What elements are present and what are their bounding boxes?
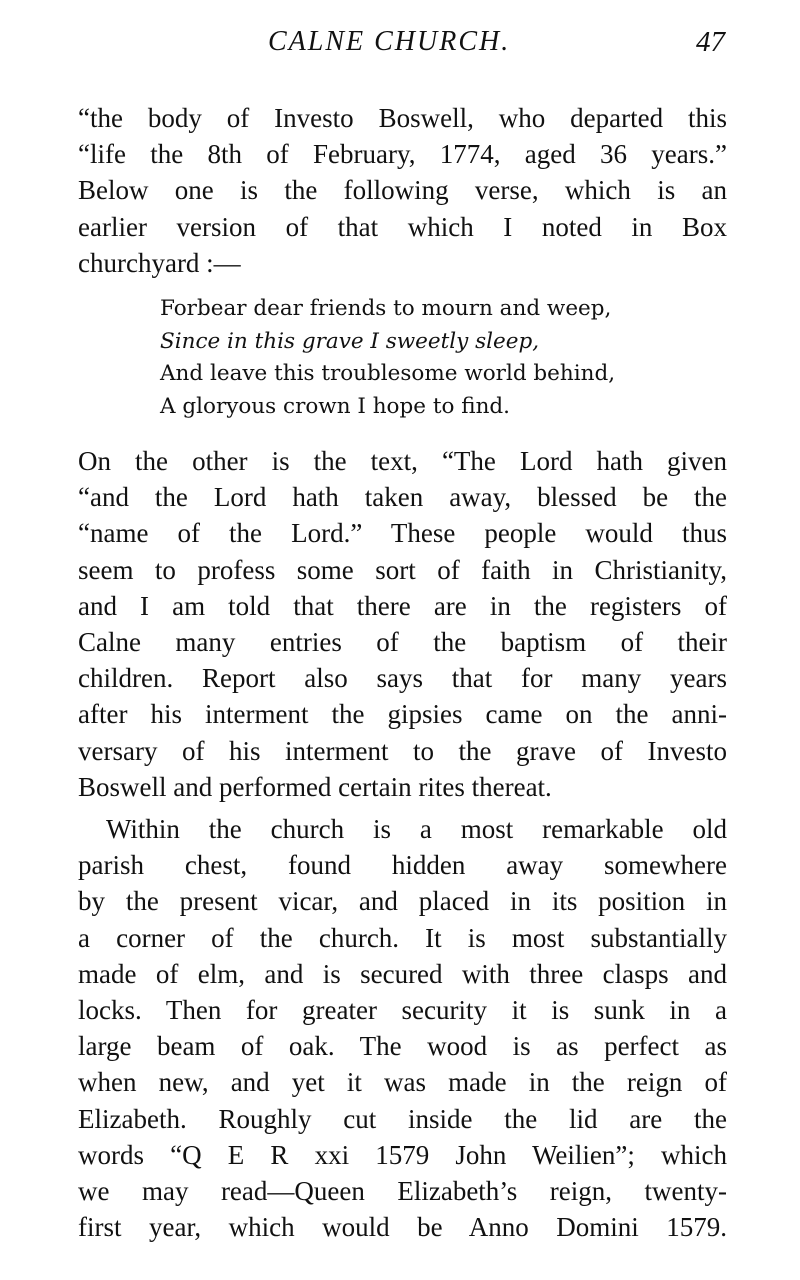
- text-line: Within the church is a most remarkable old: [106, 814, 727, 844]
- page-header: [0, 24, 800, 64]
- text-line: “and the Lord hath taken away, blessed be the: [78, 482, 727, 513]
- text-line: Elizabeth. Roughly cut inside the lid are the: [78, 1103, 727, 1134]
- text-line: “the body of Investo Boswell, who departed this: [78, 103, 727, 133]
- verse-line: Forbear dear friends to mourn and weep,: [160, 296, 612, 321]
- text-line: Calne many entries of the baptism of their: [78, 626, 727, 657]
- text-line: parish chest, found hidden away somewhere: [78, 850, 727, 881]
- text-line: Below one is the following verse, which is an: [78, 175, 727, 206]
- text-line: made of elm, and is secured with three clasps and: [78, 958, 727, 989]
- text-line: words “Q E R xxi 1579 John Weilien”; which: [78, 1139, 727, 1170]
- text-line: locks. Then for greater security it is sunk in a: [78, 994, 727, 1025]
- text-line: versary of his interment to the grave of Investo: [78, 735, 727, 766]
- verse-line: A gloryous crown I hope to find.: [160, 393, 511, 419]
- text-line: by the present vicar, and placed in its position in: [78, 886, 727, 917]
- paragraph-parish-chest: [78, 811, 727, 1245]
- text-line: first year, which would be Anno Domini 1579.: [78, 1212, 727, 1243]
- text-line: “name of the Lord.” These people would thus: [78, 518, 727, 549]
- verse-block: [160, 293, 680, 423]
- running-title: CALNE CHURCH.: [268, 26, 511, 57]
- text-line: earlier version of that which I noted in Box: [78, 211, 727, 242]
- text-line: On the other is the text, “The Lord hath given: [78, 446, 727, 476]
- verse-line: And leave this troublesome world behind,: [160, 361, 616, 386]
- text-line: “life the 8th of February, 1774, aged 36 years.”: [78, 139, 727, 170]
- text-line: churchyard :—: [78, 247, 241, 278]
- verse-line: Since in this grave I sweetly sleep,: [160, 328, 540, 354]
- text-line: and I am told that there are in the registers of: [78, 590, 727, 621]
- text-line: we may read—Queen Elizabeth’s reign, twenty-: [78, 1175, 727, 1206]
- page-number: 47: [696, 26, 725, 58]
- text-line: after his interment the gipsies came on the anni-: [78, 699, 727, 730]
- text-line: a corner of the church. It is most substantially: [78, 922, 727, 953]
- text-line: children. Report also says that for many years: [78, 663, 727, 694]
- paragraph-other-stone: [78, 443, 727, 805]
- text-line: seem to profess some sort of faith in Christianity,: [78, 554, 727, 585]
- text-line: large beam of oak. The wood is as perfect as: [78, 1031, 727, 1062]
- paragraph-epitaph-continuation: [78, 100, 727, 281]
- text-line: Boswell and performed certain rites thereat.: [78, 771, 552, 802]
- text-line: when new, and yet it was made in the reign of: [78, 1067, 727, 1098]
